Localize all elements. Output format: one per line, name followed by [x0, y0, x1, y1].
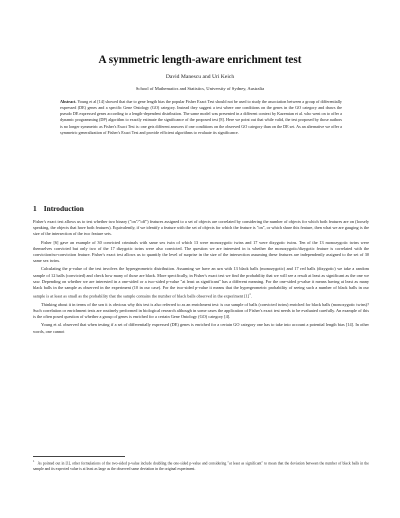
- author-names: David Manescu and Uri Keich: [165, 74, 235, 80]
- footnote: [33, 459, 369, 472]
- abstract-text: Young et al [14] showed that due to gene length bias the popular Fisher Exact Test should not be used to study the association between a group of differentially expressed (DE) genes and a specific Gene Ontology (GO) category. Instead they suggest a test where one conditions on the genes in the GO category and draws the pseudo DE expressed genes according to a length-dependent distribution. The same model was presented in a different context by Kazemian et al. who went on to offer a dynamic programming (DP) algorithm to exactly estimate the significance of the proposed test [8]. Here we point out that while valid, the test proposed by those authors is no longer symmetric as Fisher's Exact Test is: one gets different answers if one conditions on the observed GO category than on the DE set. As an alternative we offer a symmetric generalization of Fisher's Exact Test and provide efficient algorithms to evaluate its significance.: [60, 99, 342, 135]
- footnote-reference: 1: [249, 292, 251, 297]
- body-paragraph: Young et al. observed that when testing if a set of differentially expressed (DE) genes is enriched for a certain GO category one has to take into account a potential length bias [14]. In other words, one cannot: [33, 322, 369, 334]
- body-paragraph: Thinking about it in terms of the urn it is obvious why this test is also referred to as an enrichment test: is our sample of balls (convicted twins) enriched for black balls (monozygotic twins)? Such correlation or enrichment tests are routinely performed in biological research although in some cases the application of Fisher's exact test needs to be evaluated carefully. An example of this is the often posed question of whether a group of genes is enriched for a certain Gene Ontology (GO) category [4].: [33, 301, 369, 320]
- footnote-mark: 1: [33, 459, 35, 463]
- footnote-divider: [33, 456, 125, 457]
- body-paragraph: Fisher [6] gave an example of 30 convicted criminals with same sex twin of which 13 were monozygotic twins and 17 were dizygotic twins. Ten of the 13 monozygotic twins were themselves convicted but only two of the 17 dizygotic twins were also convicted. The question we are interested in is whether the monozygotic/dizygotic feature is correlated with the conviction/no-conviction feature. Fisher's exact test allows us to quantify the level of surprise in the size of the intersection assuming these features are independently assigned to the set of 30 same sex twins.: [33, 239, 369, 264]
- abstract-label: Abstract.: [60, 99, 77, 104]
- paper-title: A symmetric length-aware enrichment test: [98, 54, 302, 66]
- body-paragraph: Fisher's exact test allows us to test whether two binary ("on"/"off") features assigned to a set of objects are correlated by considering the number of objects for which both features are on (loosely speaking, the objects that have both features). Equivalently, if we identify a feature with the set of objects for which the feature is "on", or which share this feature, then what we are gauging is the size of the intersection of the two feature sets.: [33, 219, 369, 237]
- section-title: Introduction: [43, 204, 84, 213]
- section-number: 1: [33, 204, 37, 213]
- abstract: [60, 99, 342, 136]
- footnote-text: As pointed out in [1], other formulations of the two-sided p-value include doubling the one-sided p-value and considering "at least as significant" to mean that the deviation between the number of black balls in the sample and its expected value is at least as large as the observed same deviation in the original experiment.: [33, 461, 369, 471]
- paragraph-text: Calculating the p-value of the test involves the hypergeometric distribution. Assuming we have an urn with 13 black balls (monozygotic) and 17 red balls (dizygotic) we take a random sample of 12 balls (convicted) and check how many of those are black. More specifically, in Fisher's exact test we find the probability that we will see a result at least as significant as the one we saw. Depending on whether we are interested in a one-sided or a two-sided p-value "at least as significant" has a different meaning. For the one-sided p-value it means having at least as many black balls in the sample as observed in the experiment (10 in our case). For the two-sided p-value it means that the hypergeometric probability of seeing such a number of black balls in our sample is at least as small as the probability that the sample contains the number of black balls observed in the experiment [1]: [33, 266, 369, 299]
- section-heading: [33, 204, 84, 213]
- body-paragraph: Calculating the p-value of the test involves the hypergeometric distribution. Assuming we have an urn with 13 black balls (monozygotic) and 17 red balls (dizygotic) we take a random sample of 12 balls (convicted) and check how many of those are black. More specifically, in Fisher's exact test we find the probability that we will see a result at least as significant as the one we saw. Depending on whether we are interested in a one-sided or a two-sided p-value "at least as significant" has a different meaning. For the one-sided p-value it means having at least as many black balls in the sample as observed in the experiment (10 in our case). For the two-sided p-value it means that the hypergeometric probability of seeing such a number of black balls in our sample is at least as small as the probability that the sample contains the number of black balls observed in the experiment $[1]^1$.: [33, 266, 369, 299]
- author-affiliation: School of Mathematics and Statistics, University of Sydney, Australia: [135, 86, 265, 91]
- section-body: [33, 219, 369, 337]
